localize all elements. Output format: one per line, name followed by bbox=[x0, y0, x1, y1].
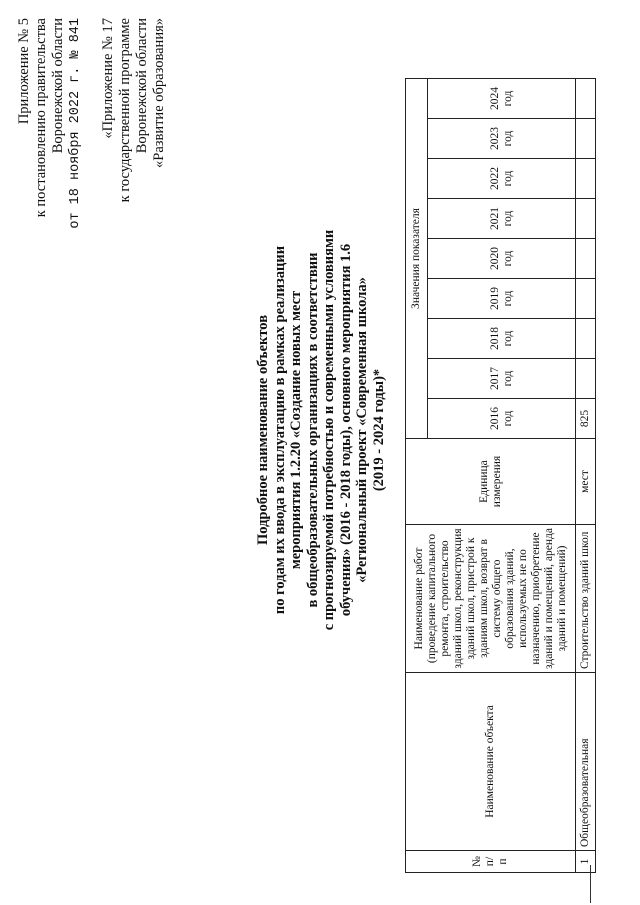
title-line: в общеобразовательных организациях в соответствии bbox=[304, 252, 321, 608]
footnote-divider bbox=[590, 865, 591, 903]
header-year: 2021 год bbox=[428, 199, 576, 239]
header-num: № п/п bbox=[406, 851, 576, 873]
row-value: 825 bbox=[576, 399, 596, 439]
header-year: 2016 год bbox=[428, 399, 576, 439]
document-title bbox=[255, 130, 387, 730]
appendix-line: Воронежской области bbox=[50, 18, 66, 154]
title-line: (2019 - 2024 годы)* bbox=[370, 368, 387, 492]
header-works: Наименование работ (проведение капитального ремонта, строительство зданий школ, реконструкция зданий школ, пристрой к зданиям школ, возврат в систему общего образования зданий, используемых не по назначению, приобретение зданий и помещений, аренда зданий и помещений) bbox=[406, 525, 576, 673]
appendix-header bbox=[16, 18, 84, 229]
header-object: Наименование объекта bbox=[406, 673, 576, 851]
program-name: «Развитие образования» bbox=[151, 18, 167, 168]
row-value bbox=[576, 159, 596, 199]
objects-table bbox=[405, 78, 596, 873]
title-line: обучения» (2016 - 2018 годы), основного мероприятия 1.6 bbox=[337, 243, 354, 617]
row-num: 1 bbox=[576, 851, 596, 873]
header-year: 2023 год bbox=[428, 119, 576, 159]
appendix-line: к постановлению правительства bbox=[33, 18, 49, 218]
header-year: 2024 год bbox=[428, 79, 576, 119]
row-value bbox=[576, 79, 596, 119]
table-row bbox=[576, 79, 596, 873]
appendix-title: Приложение № 5 bbox=[16, 18, 32, 125]
header-year: 2018 год bbox=[428, 319, 576, 359]
header-year: 2019 год bbox=[428, 279, 576, 319]
row-value bbox=[576, 319, 596, 359]
title-line: Подробное наименование объектов bbox=[255, 314, 271, 546]
row-object: Общеобразовательная bbox=[576, 673, 596, 851]
header-unit: Единица измерения bbox=[406, 439, 576, 525]
row-unit: мест bbox=[576, 439, 596, 525]
program-appendix-line: к государственной программе bbox=[117, 18, 133, 203]
title-line: по годам их ввода в эксплуатацию в рамках реализации bbox=[271, 245, 288, 615]
title-line: мероприятия 1.2.20 «Создание новых мест bbox=[288, 290, 304, 570]
title-line: «Региональный проект «Современная школа» bbox=[354, 277, 370, 583]
header-year: 2022 год bbox=[428, 159, 576, 199]
program-appendix-line: Воронежской области bbox=[134, 18, 150, 154]
program-appendix-header bbox=[100, 18, 168, 202]
row-works: Строительство зданий школ bbox=[576, 525, 596, 673]
row-value bbox=[576, 279, 596, 319]
row-value bbox=[576, 119, 596, 159]
header-values: Значения показателя bbox=[406, 79, 428, 439]
row-value bbox=[576, 239, 596, 279]
row-value bbox=[576, 199, 596, 239]
decree-date: от 18 ноября 2022 г. № 841 bbox=[68, 18, 83, 229]
header-year: 2020 год bbox=[428, 239, 576, 279]
program-appendix-title: «Приложение № 17 bbox=[100, 18, 116, 139]
header-year: 2017 год bbox=[428, 359, 576, 399]
row-value bbox=[576, 359, 596, 399]
title-line: с прогнозируемой потребностью и современными условиями bbox=[321, 229, 337, 631]
